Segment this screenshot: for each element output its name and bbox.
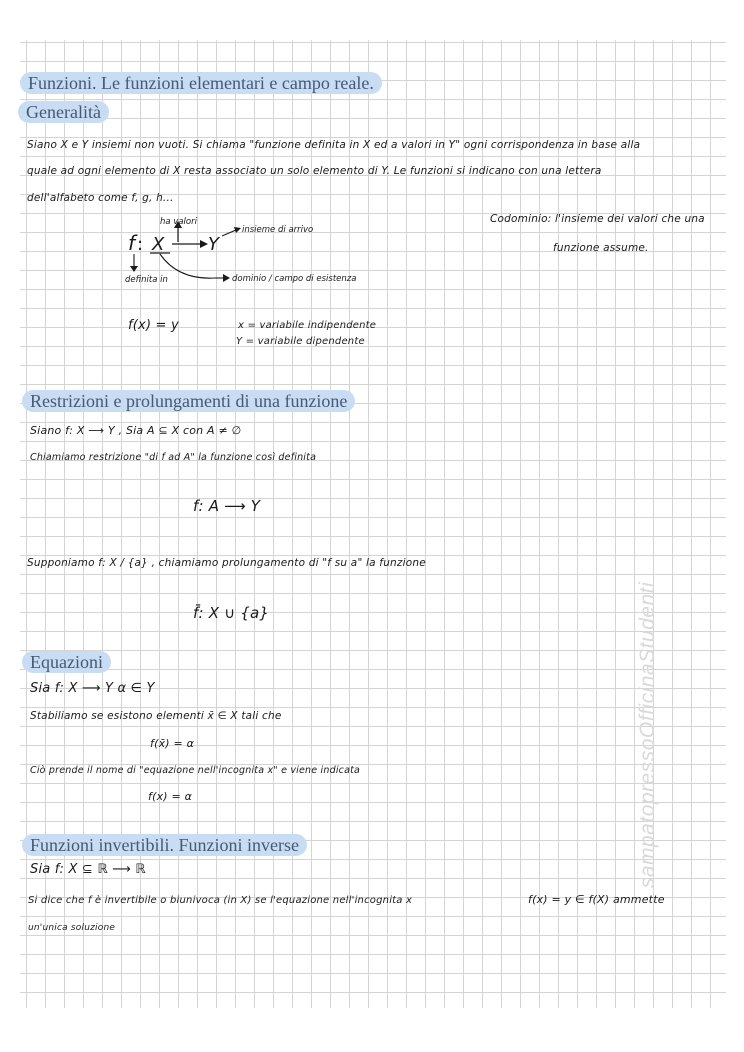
variabile-indipendente: x = variabile indipendente [238, 320, 377, 331]
diagram-x-label: X [152, 234, 165, 255]
diagram-insieme-arrivo: insieme di arrivo [242, 225, 314, 235]
section-heading-restrizioni: Restrizioni e prolungamenti di una funzione [22, 390, 355, 412]
section-heading-generalita: Generalità [18, 101, 109, 123]
formula-fx-equals-y: f(x) = y [128, 318, 179, 333]
equazione-formula-2: f(x) = α [148, 790, 193, 803]
restrizioni-line-1: Siano f: X ⟶ Y , Sia A ⊆ X con A ≠ ∅ [30, 424, 242, 437]
diagram-definita-in: definita in [125, 275, 168, 285]
restrizioni-line-2: Chiamiamo restrizione "di f ad A" la funzione così definita [30, 452, 317, 463]
page-margin-right [726, 0, 744, 1052]
watermark: sampatopressoOfficinaStudenti [636, 581, 659, 889]
restrizioni-line-3: Supponiamo f: X / {a} , chiamiamo prolungamento di "f su a" la funzione [27, 557, 426, 569]
page-margin-bottom [0, 1008, 744, 1052]
restrizione-formula: f: A ⟶ Y [193, 497, 261, 515]
generalita-line-2: quale ad ogni elemento di X resta associato un solo elemento di Y. Le funzioni si indicano con una lettera [27, 165, 602, 177]
diagram-dominio: dominio / campo di esistenza [232, 274, 357, 284]
invertibili-line-2: Si dice che f è invertibile o biunivoca (in X) se l'equazione nell'incognita x [28, 895, 413, 906]
diagram-f-label: f [128, 231, 136, 255]
generalita-line-3: dell'alfabeto come f, g, h... [27, 192, 174, 204]
diagram-y-label: Y [208, 234, 219, 255]
generalita-line-1: Siano X e Y insiemi non vuoti. Si chiama "funzione definita in X ed a valori in Y" ogni corrispondenza in base alla [27, 139, 641, 151]
invertibili-line-1: Sia f: X ⊆ ℝ ⟶ ℝ [30, 862, 146, 877]
page-title: Funzioni. Le funzioni elementari e campo reale. [20, 72, 382, 94]
page-margin-left [0, 0, 20, 1052]
variabile-dipendente: Y = variabile dipendente [236, 336, 365, 347]
svg-text::: : [137, 234, 144, 255]
section-heading-equazioni: Equazioni [22, 651, 111, 673]
codominio-line-2: funzione assume. [553, 242, 649, 254]
prolungamento-formula: f̄: X ∪ {a} [193, 604, 270, 622]
section-heading-invertibili: Funzioni invertibili. Funzioni inverse [22, 834, 307, 856]
diagram-ha-valori: ha valori [160, 217, 197, 227]
function-diagram [120, 212, 380, 292]
equazioni-line-2: Stabiliamo se esistono elementi x̄ ∈ X tali che [30, 710, 282, 722]
page-margin-top [0, 0, 744, 40]
invertibili-line-2-formula: f(x) = y ∈ f(X) ammette [528, 893, 665, 906]
codominio-line-1: Codominio: l'insieme dei valori che una [490, 213, 705, 225]
equazioni-line-1: Sia f: X ⟶ Y α ∈ Y [30, 681, 155, 696]
equazione-formula-1: f(x̄) = α [150, 737, 195, 750]
invertibili-line-3: un'unica soluzione [28, 923, 116, 933]
equazioni-line-3: Ciò prende il nome di "equazione nell'incognita x" e viene indicata [30, 765, 361, 776]
